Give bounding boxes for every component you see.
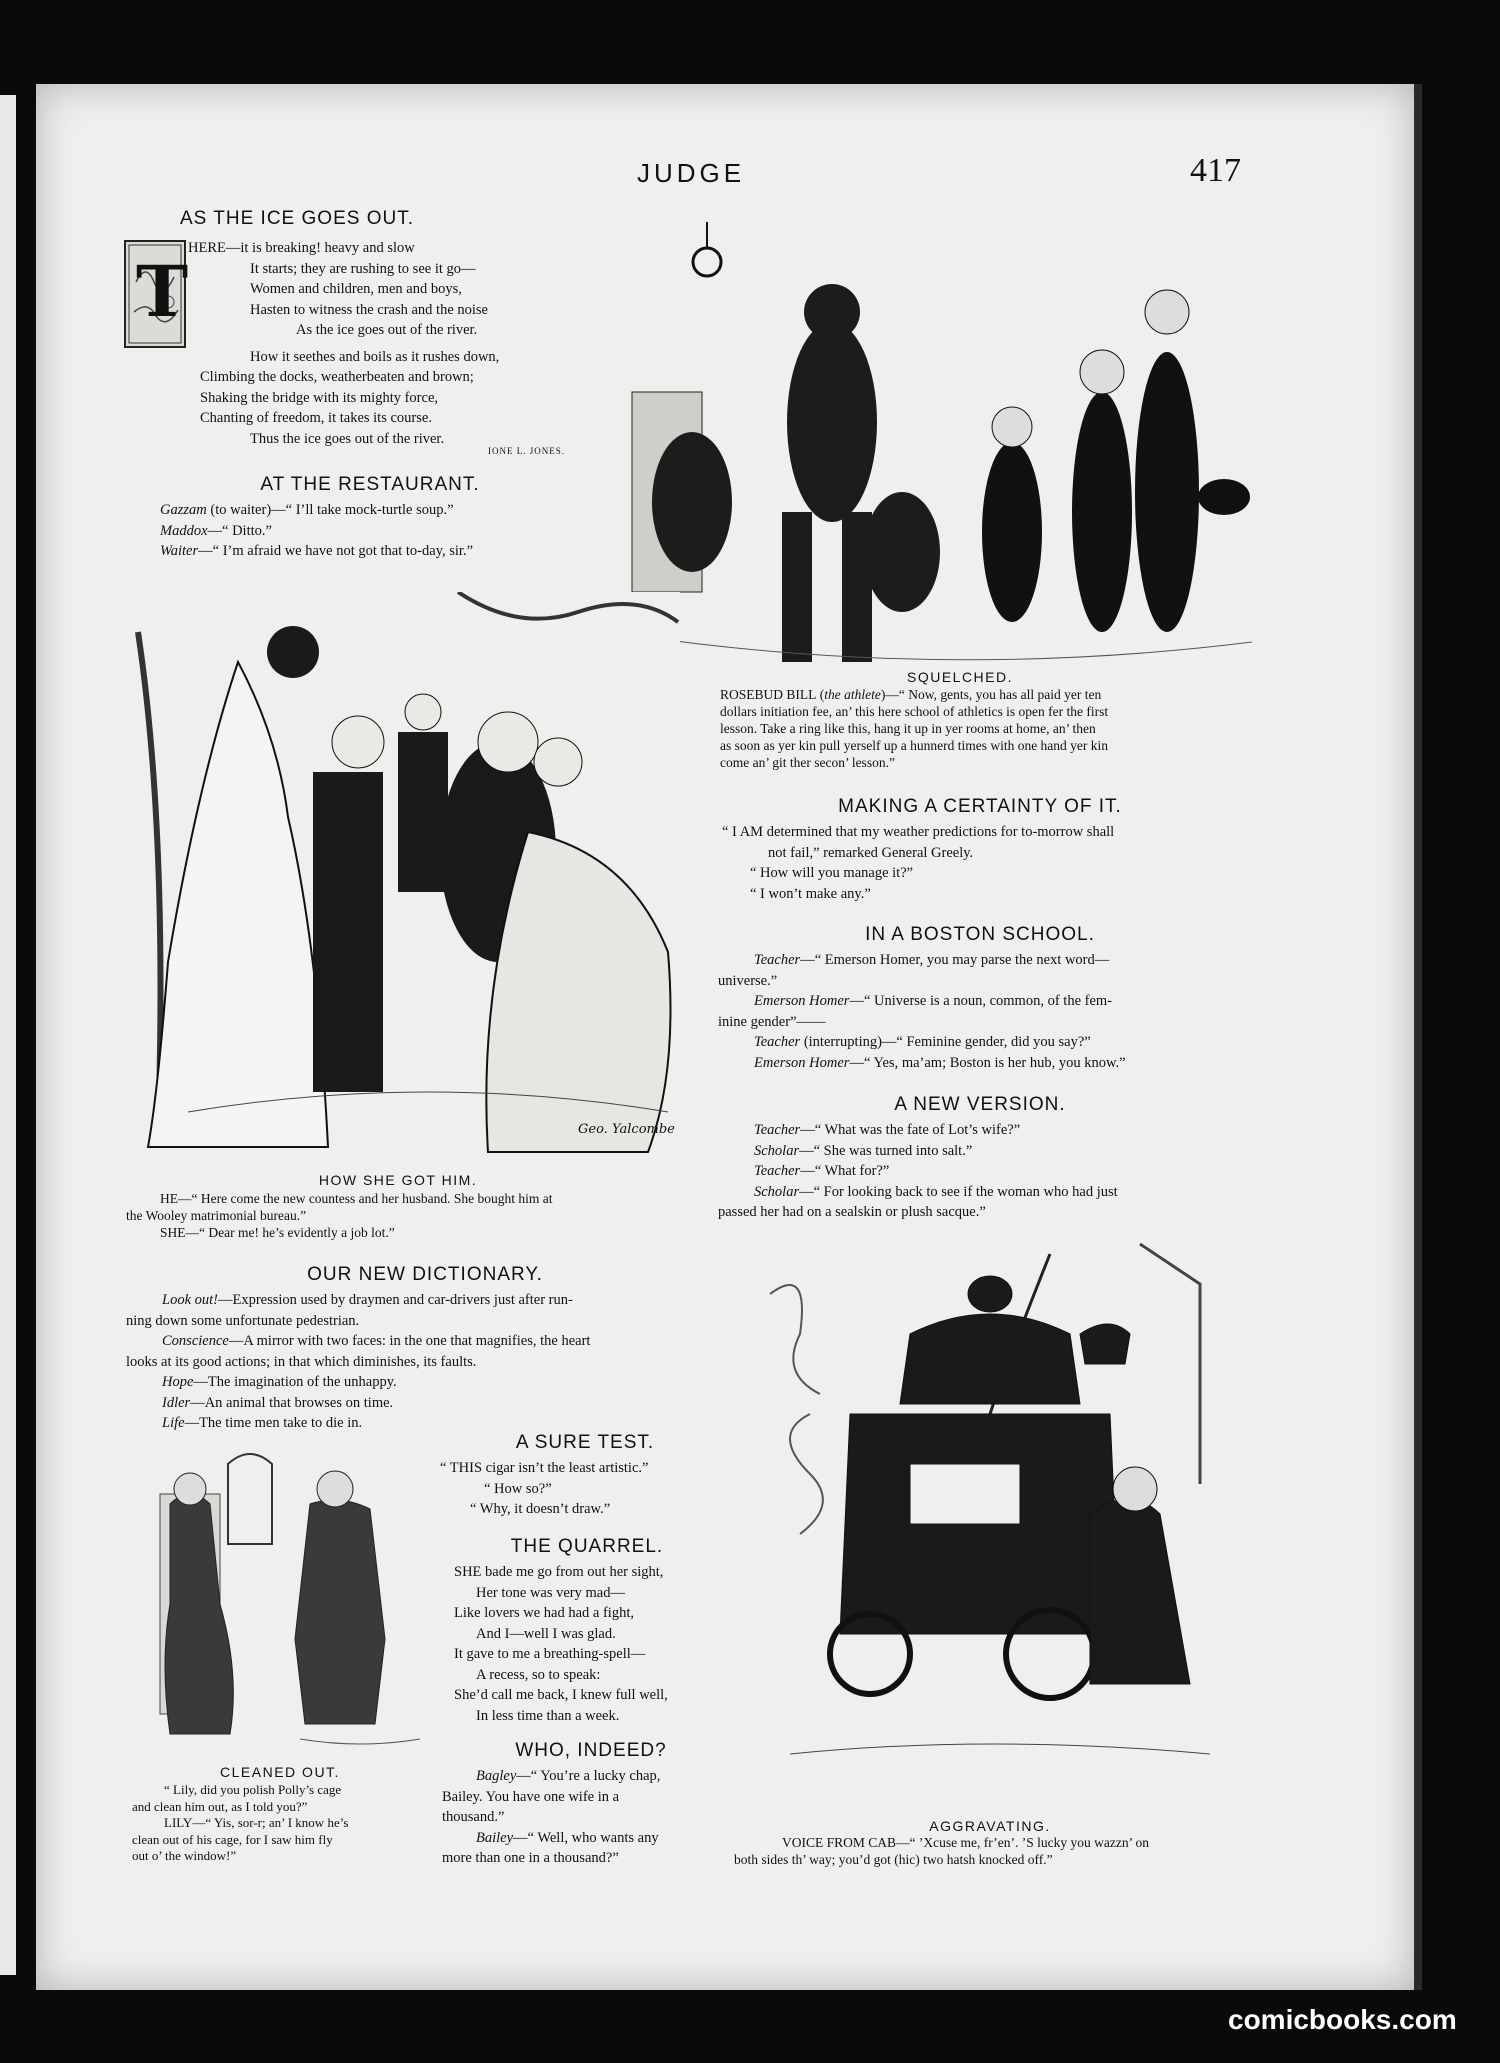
text-line: “ THIS cigar isn’t the least artistic.” [440,1460,649,1476]
ice-poem-body [188,238,568,449]
page-right-edge [1414,84,1422,1990]
speaker: Gazzam [160,502,207,518]
boston-title: IN A BOSTON SCHOOL. [865,924,1095,945]
dialogue-line: Gazzam (to waiter)—“ I’ll take mock-turtle soup.” [160,502,454,518]
aggravating-caption: AGGRAVATING. [929,1818,1051,1834]
who-indeed-title: WHO, INDEED? [515,1740,667,1761]
version-body [718,1120,1248,1223]
text-line: “ Why, it doesn’t draw.” [470,1501,611,1517]
squelched-text [720,686,1250,771]
text-line: come an’ git ther secon’ lesson.” [720,755,895,770]
definition: Idler—An animal that browses on time. [162,1394,394,1411]
aggravating-text [734,1834,1264,1868]
squelched-illustration [612,212,1252,670]
text-line: dollars initiation fee, an’ this here school of athletics is open fer the first [720,704,1109,719]
boston-body [718,950,1248,1073]
poem-line: Hasten to witness the crash and the noise [250,301,488,318]
dialogue-line: Maddox—“ Ditto.” [160,522,272,539]
text-line: “ How so?” [484,1480,552,1497]
dialogue-line: more than one in a thousand?” [442,1850,619,1866]
definition: Life—The time men take to die in. [162,1415,363,1431]
quarrel-title: THE QUARREL. [510,1536,664,1557]
poem-line: In less time than a week. [476,1707,620,1724]
drop-cap-letter: T [136,250,189,333]
dialogue-line: Teacher—“ What was the fate of Lot’s wife?” [754,1122,1021,1138]
who-indeed-body [442,1766,732,1869]
dialogue-line: Bailey. You have one wife in a [442,1788,620,1805]
dictionary-body [126,1290,726,1434]
artist-signature: Geo. Yalcombe [578,1122,675,1137]
poem-line: HERE—it is breaking! heavy and slow [188,240,415,256]
cleaned-out-caption: CLEANED OUT. [220,1764,340,1780]
dialogue-line: SHE—“ Dear me! he’s evidently a job lot.” [160,1225,395,1240]
certainty-title: MAKING A CERTAINTY OF IT. [838,796,1122,817]
quarrel-body [454,1562,734,1726]
poem-line: A recess, so to speak: [476,1666,601,1683]
dialogue-line: thousand.” [442,1809,505,1825]
speaker: Waiter [160,543,199,559]
how-she-got-him-illustration [128,592,680,1162]
poem-line: Like lovers we had had a fight, [454,1605,634,1621]
poem-line: Thus the ice goes out of the river. [250,430,445,447]
dialogue-line: Waiter—“ I’m afraid we have not got that to-day, sir.” [160,543,474,559]
poem-line: Chanting of freedom, it takes its course. [200,410,432,426]
how-she-caption: HOW SHE GOT HIM. [318,1172,478,1188]
ice-poem-author: IONE L. JONES. [488,446,565,456]
poem-line: SHE bade me go from out her sight, [454,1564,664,1580]
cleaned-out-text [132,1782,432,1865]
definition: Conscience—A mirror with two faces: in the one that magnifies, the heart [162,1333,591,1349]
poem-line: It gave to me a breathing-spell— [454,1646,646,1662]
poem-line: As the ice goes out of the river. [296,322,478,338]
poem-line: It starts; they are rushing to see it go— [250,260,476,277]
dialogue-line: ROSEBUD BILL (the athlete)—“ Now, gents, you has all paid yer ten [720,687,1102,702]
dialogue-line: Emerson Homer—“ Universe is a noun, common, of the fem- [754,993,1112,1009]
dialogue-line: passed her had on a sealskin or plush sacque.” [718,1204,986,1220]
speaker: Maddox [160,522,208,539]
site-watermark: comicbooks.com [1228,2004,1457,2035]
cleaned-out-illustration [140,1444,422,1754]
sure-test-body [440,1458,740,1520]
dialogue-line: Emerson Homer—“ Yes, ma’am; Boston is her hub, you know.” [754,1054,1126,1071]
restaurant-body [160,500,610,562]
definition: Hope—The imagination of the unhappy. [162,1374,397,1390]
drop-cap-ornament [124,240,189,348]
poem-line: How it seethes and boils as it rushes down, [250,348,500,365]
dialogue-line: the Wooley matrimonial bureau.” [126,1208,307,1223]
text-line: lesson. Take a ring like this, hang it up in yer rooms at home, an’ then [720,721,1096,736]
dialogue-line: out o’ the window!” [132,1848,237,1863]
sure-test-title: A SURE TEST. [515,1432,655,1453]
dialogue-line: universe.” [718,972,778,989]
page-number: 417 [1190,152,1241,189]
poem-line: And I—well I was glad. [476,1625,616,1642]
text-line: “ I AM determined that my weather predictions for to-morrow shall [722,824,1115,840]
dialogue-line: Teacher—“ Emerson Homer, you may parse the next word— [754,952,1110,968]
dialogue-line: HE—“ Here come the new countess and her husband. She bought him at [160,1191,553,1206]
aggravating-illustration [750,1234,1236,1794]
poem-line: Women and children, men and boys, [250,281,462,297]
dialogue-line: and clean him out, as I told you?” [132,1798,308,1814]
facing-page-edge [0,95,16,1975]
poem-line: Shaking the bridge with its mighty force, [200,389,439,406]
dialogue-line: both sides th’ way; you’d got (hic) two hatsh knocked off.” [734,1852,1053,1867]
poem-line: She’d call me back, I knew full well, [454,1687,668,1703]
dialogue-line: VOICE FROM CAB—“ ’Xcuse me, fr’en’. ’S lucky you wazzn’ on [782,1835,1149,1850]
speaker: ROSEBUD BILL [720,687,817,702]
dialogue-line: inine gender”—— [718,1013,826,1030]
running-title: JUDGE [637,158,746,188]
restaurant-title: AT THE RESTAURANT. [260,474,480,495]
dialogue-line: Bagley—“ You’re a lucky chap, [476,1768,661,1784]
dictionary-title: OUR NEW DICTIONARY. [307,1264,543,1285]
version-title: A NEW VERSION. [894,1094,1066,1115]
squelched-caption: SQUELCHED. [906,669,1014,685]
poem-line: Her tone was very mad— [476,1584,625,1601]
text-line: “ How will you manage it?” [750,865,914,881]
dialogue-line: clean out of his cage, for I saw him fly [132,1831,333,1847]
text-line: as soon as yer kin pull yerself up a hunnerd times with one hand yer kin [720,738,1109,753]
dialogue-line: Bailey—“ Well, who wants any [476,1829,659,1846]
text-line: “ I won’t make any.” [750,885,871,902]
text-line: not fail,” remarked General Greely. [768,844,974,861]
definition: looks at its good actions; in that which diminishes, its faults. [126,1353,477,1370]
poem-line: Climbing the docks, weatherbeaten and brown; [200,369,474,385]
definition: ning down some unfortunate pedestrian. [126,1312,360,1329]
dialogue-line: Teacher—“ What for?” [754,1163,890,1179]
dialogue-line: Scholar—“ For looking back to see if the woman who had just [754,1183,1118,1200]
dialogue-line: Teacher (interrupting)—“ Feminine gender, did you say?” [754,1034,1091,1050]
dialogue-line: LILY—“ Yis, sor-r; an’ I know he’s [164,1815,349,1830]
dialogue-line: Scholar—“ She was turned into salt.” [754,1142,973,1159]
how-she-text [126,1190,716,1241]
certainty-body [722,822,1252,904]
definition: Look out!—Expression used by draymen and car-drivers just after run- [162,1292,573,1308]
ice-poem-title: AS THE ICE GOES OUT. [180,208,414,229]
dialogue-line: “ Lily, did you polish Polly’s cage [164,1782,342,1797]
